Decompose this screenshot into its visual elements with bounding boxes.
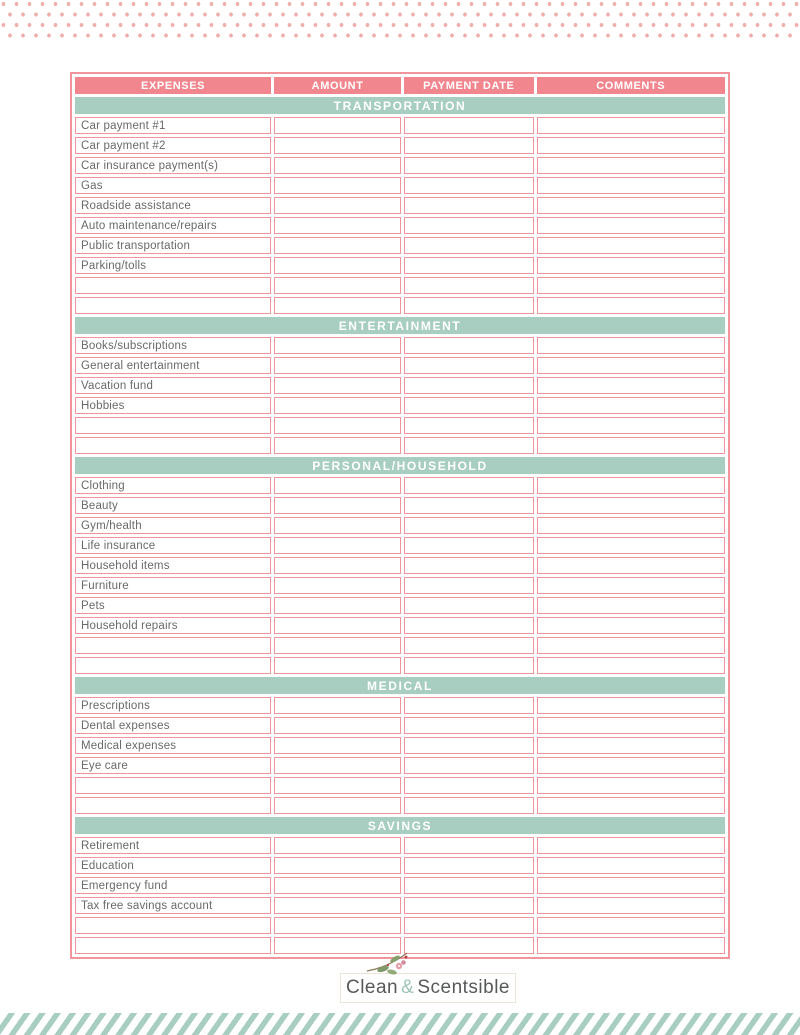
comments-cell [537, 797, 725, 814]
brand-ampersand: & [401, 977, 415, 998]
budget-table [70, 72, 730, 959]
payment-date-cell [404, 237, 533, 254]
amount-cell [274, 217, 401, 234]
amount-cell [274, 637, 401, 654]
payment-date-cell [404, 497, 533, 514]
comments-cell [537, 357, 725, 374]
expense-label-roadside-assistance: Roadside assistance [75, 197, 271, 214]
comments-cell [537, 597, 725, 614]
payment-date-cell [404, 277, 533, 294]
payment-date-cell [404, 717, 533, 734]
payment-date-cell [404, 617, 533, 634]
payment-date-cell [404, 137, 533, 154]
amount-cell [274, 757, 401, 774]
comments-cell [537, 737, 725, 754]
floral-sprig-icon [365, 949, 411, 981]
expense-label-empty [75, 297, 271, 314]
expense-label-car-insurance-payment-s: Car insurance payment(s) [75, 157, 271, 174]
expense-label-empty [75, 277, 271, 294]
amount-cell [274, 277, 401, 294]
amount-cell [274, 917, 401, 934]
amount-cell [274, 737, 401, 754]
amount-cell [274, 117, 401, 134]
comments-cell [537, 397, 725, 414]
amount-cell [274, 537, 401, 554]
comments-cell [537, 657, 725, 674]
section-header-savings: SAVINGS [75, 817, 725, 834]
payment-date-cell [404, 777, 533, 794]
expense-label-education: Education [75, 857, 271, 874]
amount-cell [274, 157, 401, 174]
amount-cell [274, 357, 401, 374]
expense-label-auto-maintenance-repairs: Auto maintenance/repairs [75, 217, 271, 234]
amount-cell [274, 577, 401, 594]
expense-label-empty [75, 797, 271, 814]
comments-cell [537, 377, 725, 394]
amount-cell [274, 617, 401, 634]
brand-footer [0, 973, 800, 1003]
expense-label-empty [75, 937, 271, 954]
payment-date-cell [404, 637, 533, 654]
amount-cell [274, 597, 401, 614]
amount-cell [274, 797, 401, 814]
comments-cell [537, 277, 725, 294]
payment-date-cell [404, 177, 533, 194]
expense-label-gym-health: Gym/health [75, 517, 271, 534]
comments-cell [537, 777, 725, 794]
comments-cell [537, 877, 725, 894]
comments-cell [537, 257, 725, 274]
expense-label-medical-expenses: Medical expenses [75, 737, 271, 754]
column-header-expenses: EXPENSES [75, 77, 271, 94]
amount-cell [274, 557, 401, 574]
amount-cell [274, 297, 401, 314]
payment-date-cell [404, 337, 533, 354]
comments-cell [537, 437, 725, 454]
column-header-amount: AMOUNT [274, 77, 401, 94]
section-header-transportation: TRANSPORTATION [75, 97, 725, 114]
payment-date-cell [404, 857, 533, 874]
amount-cell [274, 497, 401, 514]
payment-date-cell [404, 937, 533, 954]
expense-label-general-entertainment: General entertainment [75, 357, 271, 374]
column-header-comments: COMMENTS [537, 77, 725, 94]
amount-cell [274, 777, 401, 794]
amount-cell [274, 137, 401, 154]
comments-cell [537, 517, 725, 534]
expense-label-empty [75, 417, 271, 434]
expense-label-car-payment-2: Car payment #2 [75, 137, 271, 154]
budget-sheet [70, 72, 730, 959]
amount-cell [274, 437, 401, 454]
expense-label-empty [75, 777, 271, 794]
expense-label-parking-tolls: Parking/tolls [75, 257, 271, 274]
payment-date-cell [404, 257, 533, 274]
payment-date-cell [404, 357, 533, 374]
comments-cell [537, 117, 725, 134]
amount-cell [274, 177, 401, 194]
amount-cell [274, 337, 401, 354]
striped-footer-band [0, 1013, 800, 1035]
amount-cell [274, 837, 401, 854]
payment-date-cell [404, 837, 533, 854]
expense-label-household-items: Household items [75, 557, 271, 574]
comments-cell [537, 617, 725, 634]
comments-cell [537, 477, 725, 494]
payment-date-cell [404, 297, 533, 314]
amount-cell [274, 897, 401, 914]
amount-cell [274, 877, 401, 894]
expense-label-prescriptions: Prescriptions [75, 697, 271, 714]
expense-label-emergency-fund: Emergency fund [75, 877, 271, 894]
comments-cell [537, 137, 725, 154]
payment-date-cell [404, 397, 533, 414]
amount-cell [274, 397, 401, 414]
comments-cell [537, 717, 725, 734]
payment-date-cell [404, 757, 533, 774]
amount-cell [274, 257, 401, 274]
comments-cell [537, 757, 725, 774]
payment-date-cell [404, 877, 533, 894]
comments-cell [537, 937, 725, 954]
expense-label-dental-expenses: Dental expenses [75, 717, 271, 734]
comments-cell [537, 497, 725, 514]
polka-dot-header-band [0, 0, 800, 40]
expense-label-empty [75, 637, 271, 654]
payment-date-cell [404, 577, 533, 594]
comments-cell [537, 637, 725, 654]
expense-label-empty [75, 917, 271, 934]
amount-cell [274, 197, 401, 214]
comments-cell [537, 697, 725, 714]
payment-date-cell [404, 377, 533, 394]
comments-cell [537, 577, 725, 594]
column-header-payment-date: PAYMENT DATE [404, 77, 533, 94]
expense-label-empty [75, 437, 271, 454]
expense-label-gas: Gas [75, 177, 271, 194]
amount-cell [274, 237, 401, 254]
section-header-medical: MEDICAL [75, 677, 725, 694]
comments-cell [537, 157, 725, 174]
brand-word-clean: Clean [345, 977, 399, 998]
brand-word-scentsible: Scentsible [417, 977, 510, 998]
comments-cell [537, 217, 725, 234]
expense-label-hobbies: Hobbies [75, 397, 271, 414]
expense-label-car-payment-1: Car payment #1 [75, 117, 271, 134]
expense-label-life-insurance: Life insurance [75, 537, 271, 554]
payment-date-cell [404, 477, 533, 494]
amount-cell [274, 517, 401, 534]
payment-date-cell [404, 117, 533, 134]
section-header-personal-household: PERSONAL/HOUSEHOLD [75, 457, 725, 474]
payment-date-cell [404, 197, 533, 214]
comments-cell [537, 917, 725, 934]
payment-date-cell [404, 537, 533, 554]
expense-label-beauty: Beauty [75, 497, 271, 514]
expense-label-vacation-fund: Vacation fund [75, 377, 271, 394]
expense-label-pets: Pets [75, 597, 271, 614]
amount-cell [274, 857, 401, 874]
payment-date-cell [404, 437, 533, 454]
comments-cell [537, 537, 725, 554]
payment-date-cell [404, 417, 533, 434]
amount-cell [274, 477, 401, 494]
expense-label-public-transportation: Public transportation [75, 237, 271, 254]
amount-cell [274, 717, 401, 734]
comments-cell [537, 197, 725, 214]
payment-date-cell [404, 157, 533, 174]
payment-date-cell [404, 217, 533, 234]
comments-cell [537, 297, 725, 314]
expense-label-books-subscriptions: Books/subscriptions [75, 337, 271, 354]
payment-date-cell [404, 897, 533, 914]
expense-label-clothing: Clothing [75, 477, 271, 494]
comments-cell [537, 837, 725, 854]
expense-label-household-repairs: Household repairs [75, 617, 271, 634]
payment-date-cell [404, 737, 533, 754]
expense-label-retirement: Retirement [75, 837, 271, 854]
payment-date-cell [404, 597, 533, 614]
amount-cell [274, 377, 401, 394]
expense-label-eye-care: Eye care [75, 757, 271, 774]
comments-cell [537, 857, 725, 874]
comments-cell [537, 897, 725, 914]
payment-date-cell [404, 697, 533, 714]
payment-date-cell [404, 517, 533, 534]
amount-cell [274, 657, 401, 674]
comments-cell [537, 557, 725, 574]
brand-logo [340, 973, 516, 1003]
comments-cell [537, 417, 725, 434]
amount-cell [274, 417, 401, 434]
amount-cell [274, 697, 401, 714]
section-header-entertainment: ENTERTAINMENT [75, 317, 725, 334]
expense-label-furniture: Furniture [75, 577, 271, 594]
payment-date-cell [404, 657, 533, 674]
payment-date-cell [404, 917, 533, 934]
payment-date-cell [404, 797, 533, 814]
comments-cell [537, 177, 725, 194]
comments-cell [537, 237, 725, 254]
expense-label-tax-free-savings-account: Tax free savings account [75, 897, 271, 914]
payment-date-cell [404, 557, 533, 574]
expense-label-empty [75, 657, 271, 674]
comments-cell [537, 337, 725, 354]
